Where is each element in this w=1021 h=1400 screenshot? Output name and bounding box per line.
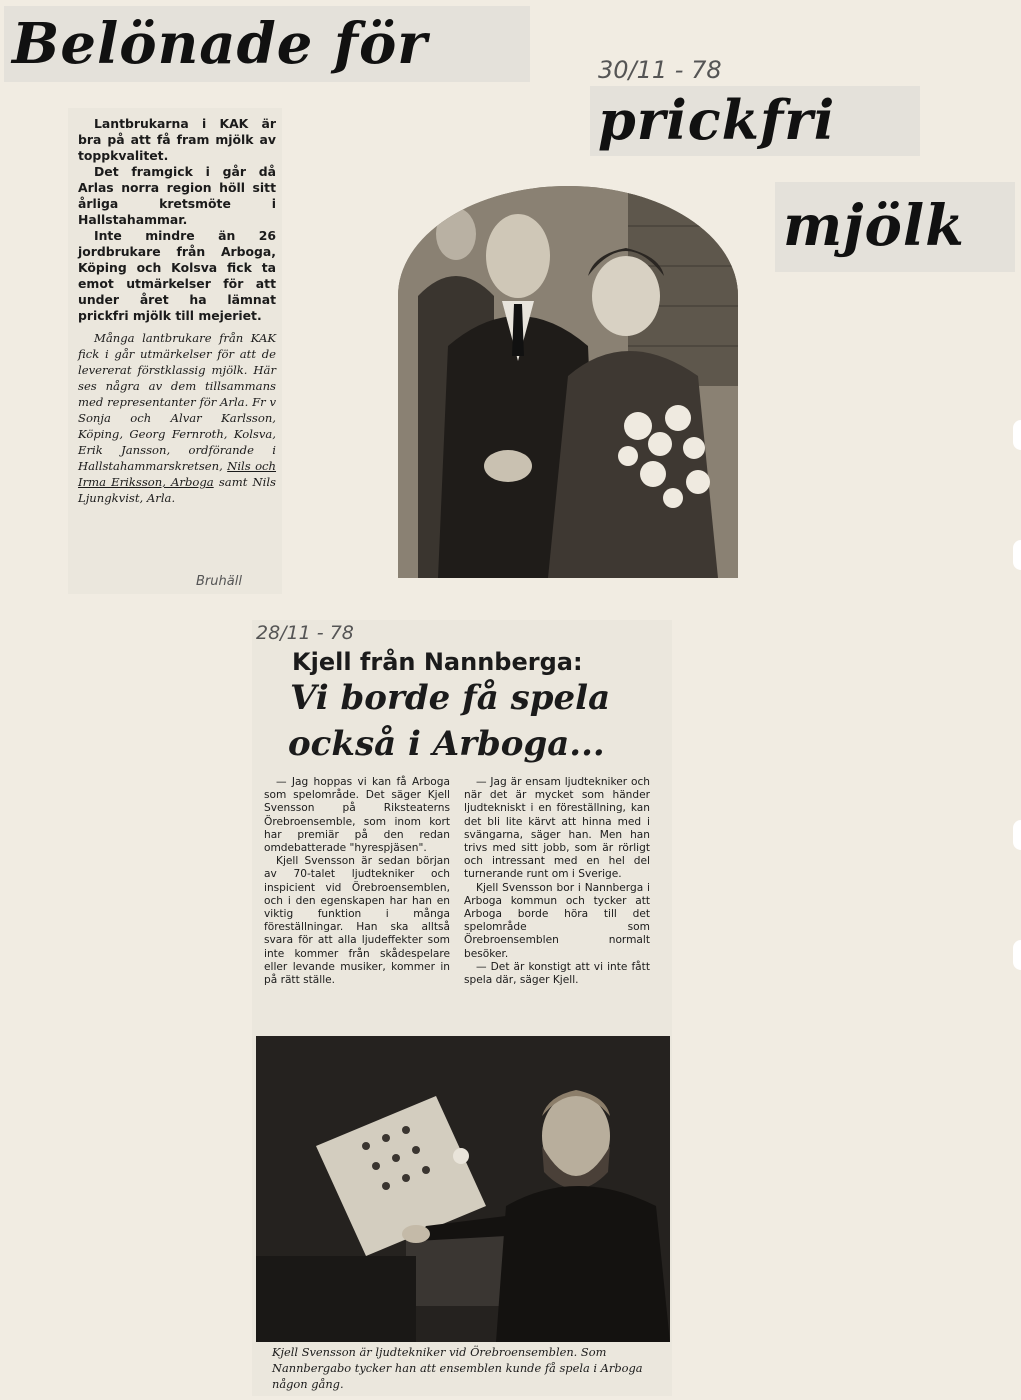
column-2-paragraph-3: — Det är konstigt att vi inte fått spela där, säger Kjell. — [464, 960, 650, 987]
photo-sound-technician — [256, 1036, 670, 1342]
handwritten-date-2: 28/11 - 78 — [256, 622, 354, 644]
article-2-headline-line-2: också i Arboga... — [288, 724, 605, 764]
column-2-paragraph-2: Kjell Svensson bor i Nannberga i Arboga kommun och tycker att Arboga borde höra till det spelområde som Örebroensemblen normalt besöker. — [464, 881, 650, 960]
photo-farmers-with-flowers — [398, 186, 738, 578]
binder-hole-mark — [1013, 540, 1021, 570]
column-2-paragraph-1: — Jag är ensam ljudtekniker och när det är mycket som händer ljudtekniskt i en föreställning, kan det bli lite kärvt att hinna med i svängarna, säger han. Men han trivs med sitt jobb, som är rörligt och intressant med en hel del turnerande runt om i Sverige. — [464, 776, 650, 881]
article-2-headline-line-1: Vi borde få spela — [290, 678, 611, 718]
photo-2-caption: Kjell Svensson är ljudtekniker vid Örebroensemblen. Som Nannbergabo tycker han att ensemblen kunde få spela i Arboga någon gång. — [272, 1345, 643, 1391]
caption-part-2: samt Nils Ljungkvist, Arla. — [78, 475, 276, 505]
caption-part-1: Många lantbrukare från KAK fick i går utmärkelser för att de levererat förstklassig mjölk. Här ses några av dem tillsammans med representanter för Arla. Fr v Sonja och Alvar Karlsson, Köping, Georg Fernroth, Kolsva, Erik Jansson, ordförande i Hallstahammarskretsen, — [78, 331, 276, 473]
article-2-clipping — [252, 620, 672, 1396]
column-1-paragraph-2: Kjell Svensson är sedan början av 70-talet ljudtekniker och inspicient vid Örebroensemblen, och i den egenskapen har han en viktig funktion i många föreställningar. Han ska alltså svara för att alla ljudeffekter som inte kommer från skådespelare eller levande musiker, kommer in på rätt ställe. — [264, 855, 450, 987]
caption-underlined: Nils och Irma Eriksson, Arboga — [78, 459, 277, 489]
lead-paragraph-3: Inte mindre än 26 jordbrukare från Arboga, Köping och Kolsva fick ta emot utmärkelser för att under året ha lämnat prickfri mjölk till mejeriet. — [78, 228, 276, 323]
photo-1-caption — [78, 330, 276, 506]
handwritten-date-1: 30/11 - 78 — [598, 56, 722, 84]
headline-prickfri: prickfri — [590, 86, 920, 156]
column-1-paragraph-1: — Jag hoppas vi kan få Arboga som spelområde. Det säger Kjell Svensson på Riksteaterns Örebroensemble, som inom kort har premiär på den redan omdebatterade "hyrespjäsen". — [264, 776, 450, 855]
binder-hole-mark — [1013, 940, 1021, 970]
lead-paragraph-1: Lantbrukarna i KAK är bra på att få fram mjölk av toppkvalitet. — [78, 116, 276, 163]
handwritten-signature: Bruhäll — [196, 574, 242, 589]
binder-hole-mark — [1013, 820, 1021, 850]
headline-belonade-for: Belönade för — [4, 6, 530, 82]
article-1-text-column — [68, 108, 282, 594]
article-2-column-2 — [464, 776, 650, 987]
article-2-kicker: Kjell från Nannberga: — [292, 648, 583, 676]
headline-mjolk: mjölk — [775, 182, 1015, 272]
lead-paragraph-2: Det framgick i går då Arlas norra region höll sitt årliga kretsmöte i Hallstahammar. — [78, 164, 276, 227]
binder-hole-mark — [1013, 420, 1021, 450]
article-2-column-1 — [264, 776, 450, 987]
